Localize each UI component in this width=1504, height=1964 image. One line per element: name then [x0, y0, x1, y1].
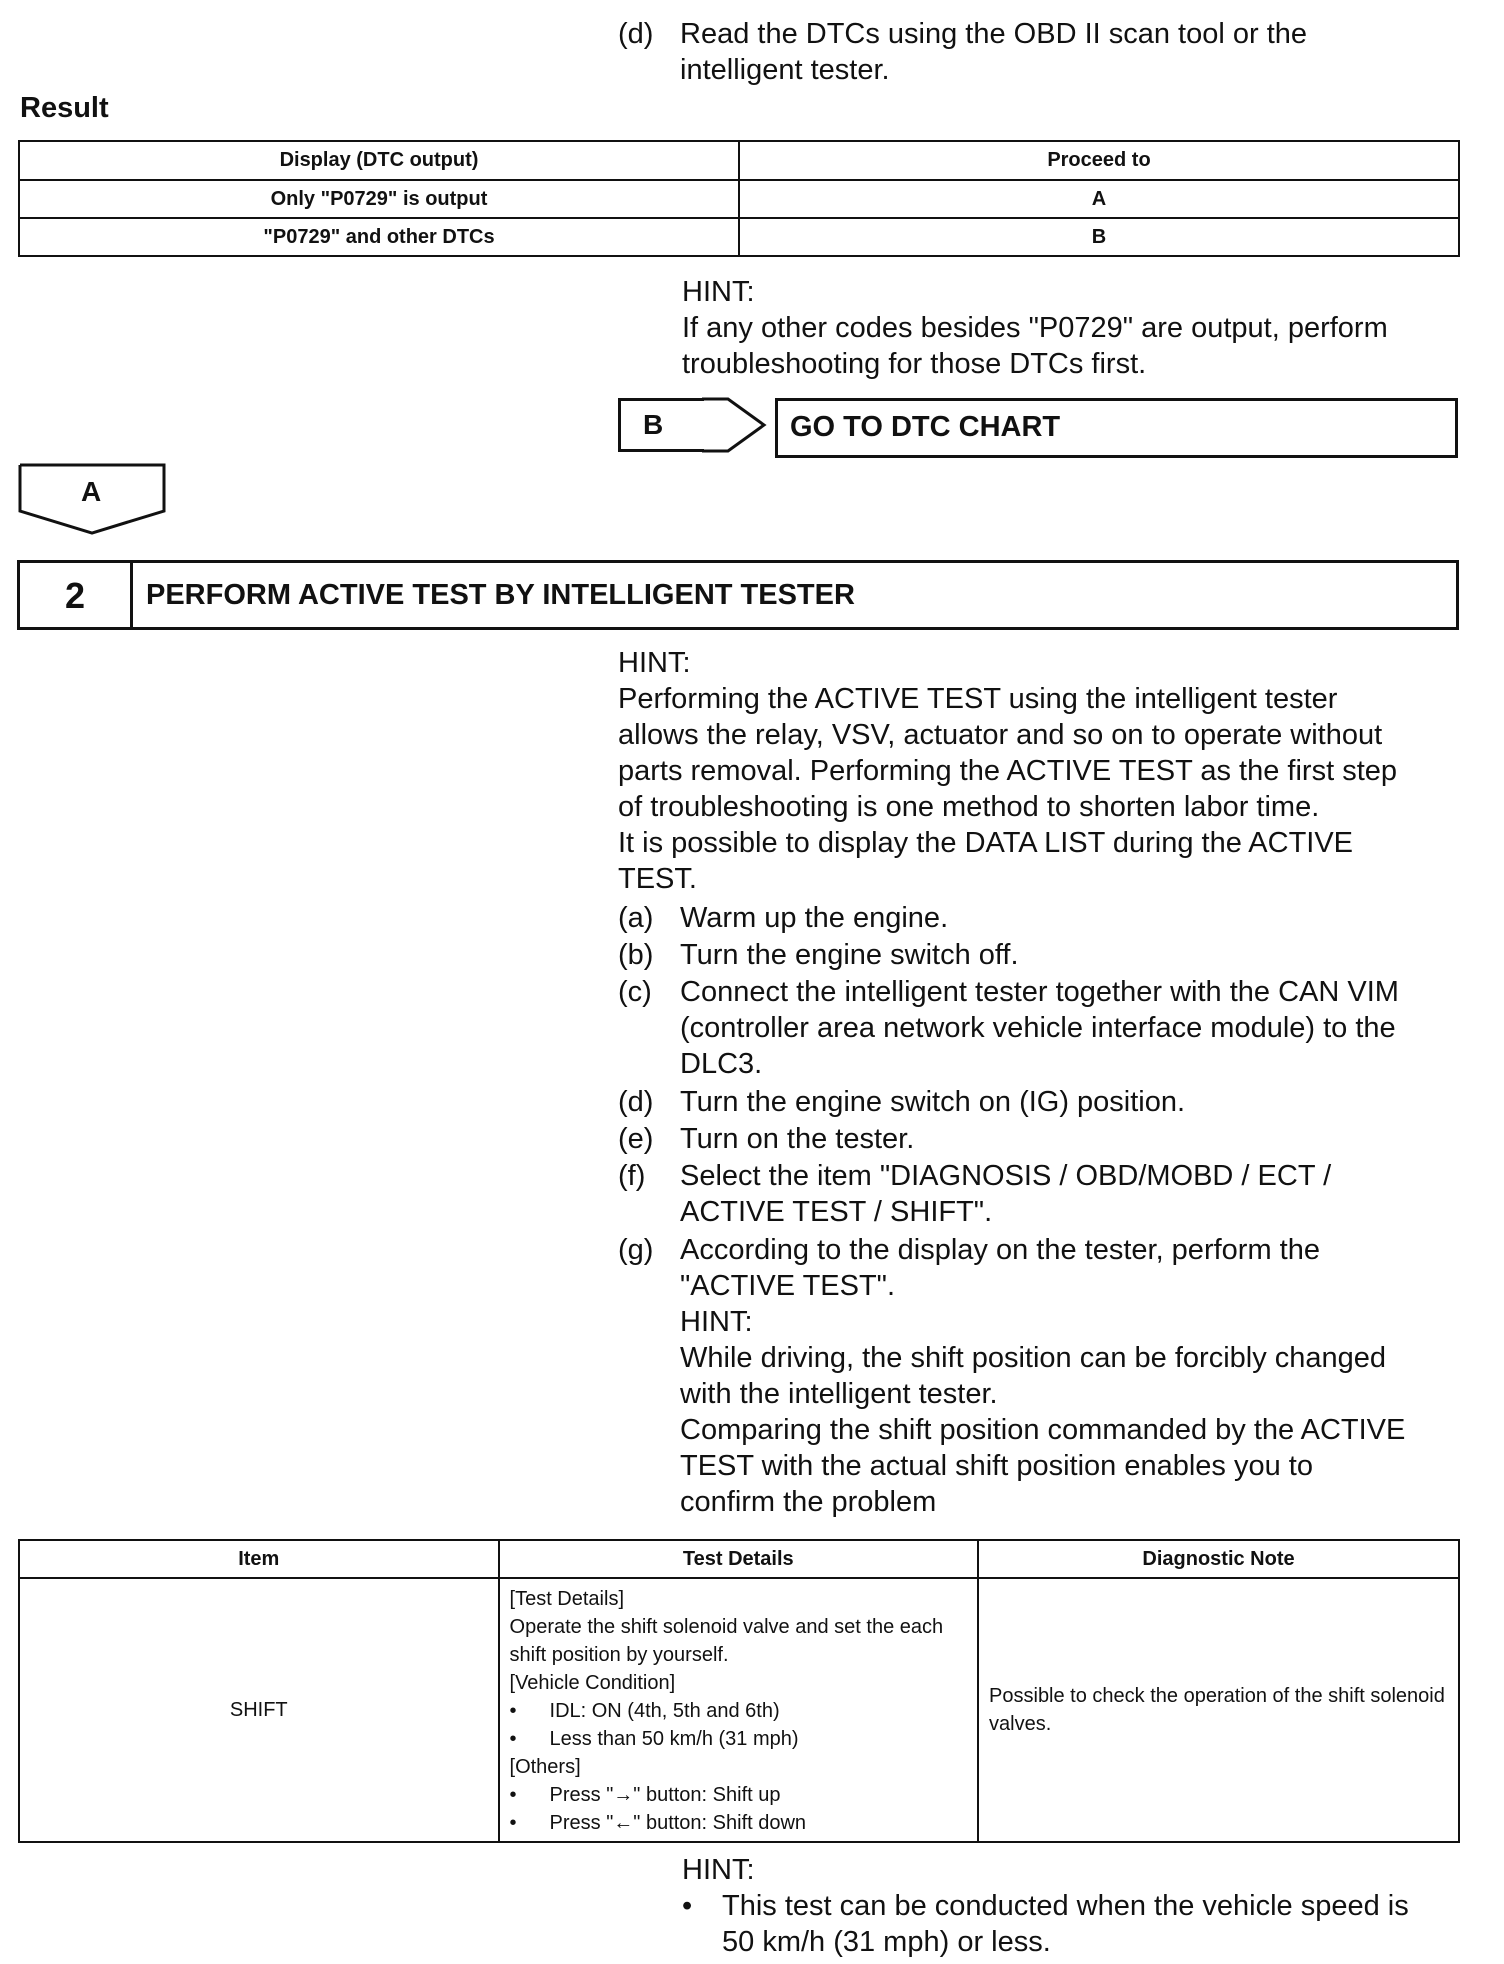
hint-text-line: parts removal. Performing the ACTIVE TEST as the first step — [618, 755, 1398, 787]
hint-text-line: This test can be conducted when the vehicle speed is — [722, 1890, 1409, 1922]
step-text-line: Turn on the tester. — [680, 1123, 915, 1155]
step-text-line: Connect the intelligent tester together with the CAN VIM — [680, 976, 1399, 1008]
hint-text-line: TEST. — [618, 863, 697, 895]
details-bullet: • Press "←" button: Shift down — [510, 1809, 968, 1837]
step-g — [618, 1232, 1478, 1522]
step-text-line: While driving, the shift position can be forcibly changed — [680, 1342, 1387, 1374]
step-e — [618, 1121, 1478, 1157]
result-table — [18, 140, 1460, 257]
details-bullet: • IDL: ON (4th, 5th and 6th) — [510, 1697, 968, 1725]
item-cell: SHIFT — [19, 1578, 499, 1842]
step-text-line: "ACTIVE TEST". — [680, 1270, 896, 1302]
step-b — [618, 937, 1478, 973]
hint-text-line: It is possible to display the DATA LIST during the ACTIVE — [618, 827, 1354, 859]
step-text-line: Turn the engine switch off. — [680, 939, 1019, 971]
step-text-line: Read the DTCs using the OBD II scan tool or the — [680, 18, 1308, 50]
step-label: (b) — [618, 939, 654, 971]
step-text-line: Comparing the shift position commanded by the ACTIVE — [680, 1414, 1406, 1446]
table-row — [19, 1578, 1459, 1842]
hint-text-line: allows the relay, VSV, actuator and so on to operate without — [618, 719, 1383, 751]
bullet-icon: • — [682, 1890, 693, 1922]
diagnostic-note-text: Possible to check the operation of the shift solenoid valves. — [989, 1685, 1445, 1735]
step-text-line: Turn the engine switch on (IG) position. — [680, 1086, 1186, 1118]
step-text-line: TEST with the actual shift position enables you to — [680, 1450, 1313, 1482]
column-header: Item — [19, 1540, 499, 1578]
branch-b-box — [618, 398, 704, 452]
step-label: (f) — [618, 1160, 646, 1192]
step-c — [618, 974, 1478, 1082]
hint-bullet-item — [682, 1888, 1482, 1960]
hint-text-line: of troubleshooting is one method to shorten labor time. — [618, 791, 1320, 823]
table-cell: A — [739, 180, 1459, 218]
column-header: Test Details — [499, 1540, 979, 1578]
section-number: 2 — [64, 575, 86, 616]
step-label: (c) — [618, 976, 652, 1008]
section-title: PERFORM ACTIVE TEST BY INTELLIGENT TESTER — [146, 579, 855, 611]
step-label: (d) — [618, 18, 654, 50]
step-label: (d) — [618, 1086, 654, 1118]
hint-label: HINT: — [682, 1854, 755, 1886]
step-text-line: confirm the problem — [680, 1486, 937, 1518]
section-divider — [130, 563, 133, 627]
details-heading: [Vehicle Condition] — [509, 1672, 676, 1694]
step-label: (g) — [618, 1234, 654, 1266]
hint-label: HINT: — [682, 276, 755, 308]
step-text-line: Warm up the engine. — [680, 902, 949, 934]
branch-a-letter: A — [81, 476, 102, 507]
table-header-row — [19, 1540, 1459, 1578]
hint-dtc — [682, 274, 1482, 382]
hint-text-line: Performing the ACTIVE TEST using the intelligent tester — [618, 683, 1338, 715]
step-f — [618, 1158, 1478, 1230]
step-label: (e) — [618, 1123, 654, 1155]
step-text-line: (controller area network vehicle interface module) to the — [680, 1012, 1396, 1044]
table-header-row — [19, 141, 1459, 180]
column-header: Display (DTC output) — [19, 141, 739, 180]
branch-b-action: GO TO DTC CHART — [790, 411, 1061, 443]
hint-vehicle-speed — [682, 1852, 1482, 1960]
step-text-line: intelligent tester. — [680, 54, 890, 86]
test-details-cell — [499, 1578, 979, 1842]
branch-arrow-icon — [700, 396, 770, 454]
hint-text-line: troubleshooting for those DTCs first. — [682, 348, 1147, 380]
hint-active-test — [618, 645, 1478, 897]
table-row — [19, 180, 1459, 218]
table-row — [19, 218, 1459, 256]
go-to-dtc-chart-box — [775, 398, 1458, 458]
hint-text-line: 50 km/h (31 mph) or less. — [722, 1926, 1051, 1958]
column-header: Diagnostic Note — [978, 1540, 1459, 1578]
table-cell: Only "P0729" is output — [19, 180, 739, 218]
section-2-header — [17, 560, 1459, 630]
details-heading: [Others] — [509, 1756, 581, 1778]
table-cell: "P0729" and other DTCs — [19, 218, 739, 256]
hint-label: HINT: — [618, 647, 691, 679]
hint-text-line: If any other codes besides "P0729" are output, perform — [682, 312, 1388, 344]
details-bullet: • Press "→" button: Shift up — [510, 1781, 968, 1809]
step-text-line: According to the display on the tester, perform the — [680, 1234, 1320, 1266]
step-text-line: HINT: — [680, 1306, 753, 1338]
table-cell: B — [739, 218, 1459, 256]
result-heading: Result — [20, 92, 109, 124]
step-text-line: Select the item "DIAGNOSIS / OBD/MOBD / ECT / — [680, 1160, 1332, 1192]
details-heading: [Test Details] — [509, 1588, 624, 1610]
step-d-read-dtcs — [618, 16, 1458, 88]
step-d — [618, 1084, 1478, 1120]
step-label: (a) — [618, 902, 654, 934]
column-header: Proceed to — [739, 141, 1459, 180]
step-text-line: DLC3. — [680, 1048, 763, 1080]
diagnostic-note-cell — [978, 1578, 1459, 1842]
step-text-line: with the intelligent tester. — [680, 1378, 998, 1410]
details-bullet: • Less than 50 km/h (31 mph) — [510, 1725, 968, 1753]
step-text-line: ACTIVE TEST / SHIFT". — [680, 1196, 993, 1228]
details-text: Operate the shift solenoid valve and set the each shift position by yourself. — [509, 1616, 944, 1666]
step-a — [618, 900, 1478, 936]
branch-b-letter: B — [643, 409, 664, 440]
active-test-table — [18, 1539, 1460, 1843]
